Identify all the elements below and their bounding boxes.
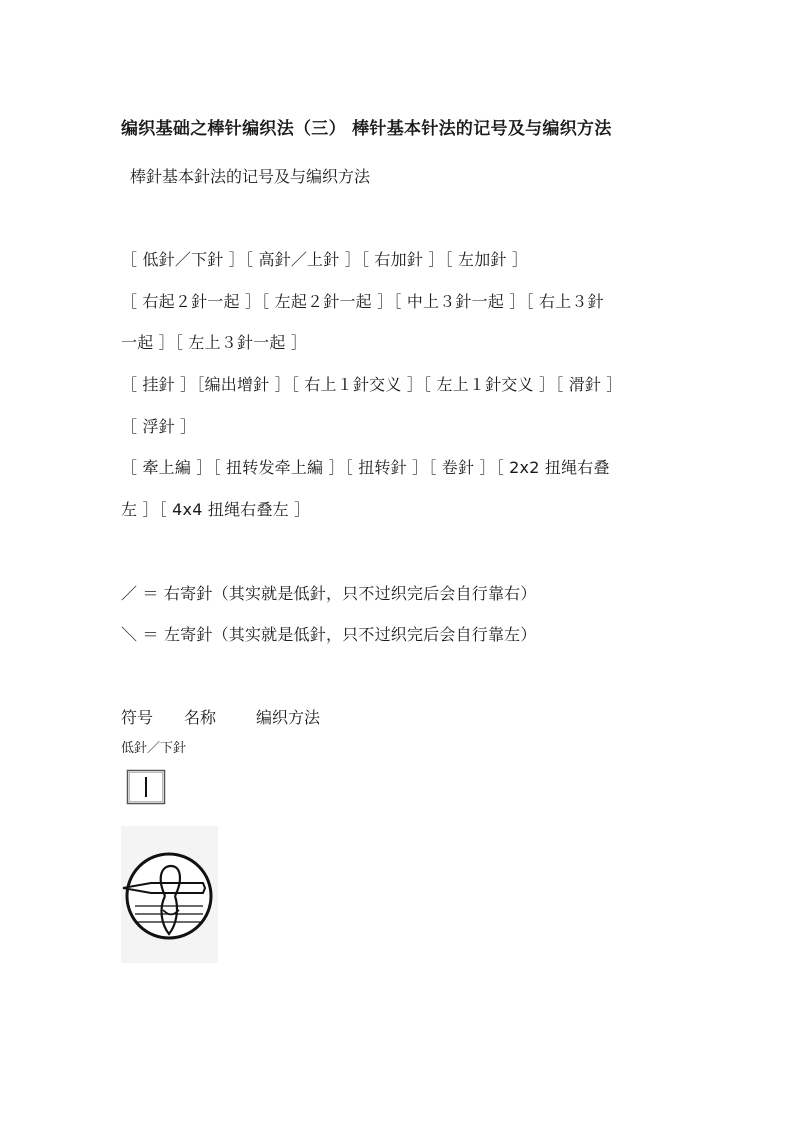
entry-caption: 低針／下針 [121, 741, 187, 756]
symbol-list-line: ［ 牽上編 ］［ 扭转发牵上編 ］［ 扭转針 ］［ 卷針 ］［ 2x2 扭绳右叠 [121, 458, 610, 477]
symbol-list-line: ［ 低針／下針 ］［ 高針／上針 ］［ 右加針 ］［ 左加針 ］ [121, 250, 529, 269]
page-subtitle: 棒針基本針法的记号及与编织方法 [130, 167, 371, 186]
symbol-list-line: ［ 浮針 ］ [121, 417, 197, 436]
table-header-method: 编织方法 [256, 708, 321, 727]
symbol-list-line: 一起 ］［ 左上３針一起 ］ [121, 333, 308, 352]
symbol-list-line: ［ 右起２針一起 ］［ 左起２針一起 ］［ 中上３針一起 ］［ 右上３針 [121, 292, 604, 311]
symbol-list-line: 左 ］［ 4x4 扭绳右叠左 ］ [121, 500, 311, 519]
note-right-lean: ／ ＝ 右寄針（其实就是低針，只不过织完后会自行靠右） [121, 584, 537, 603]
table-header-symbol: 符号 [121, 708, 154, 727]
knit-stitch-diagram-icon [121, 826, 218, 963]
note-left-lean: ＼ ＝ 左寄針（其实就是低針，只不过织完后会自行靠左） [121, 625, 537, 644]
symbol-list-line: ［ 挂針 ］［编出增針 ］［ 右上１針交义 ］［ 左上１針交义 ］［ 滑針 ］ [121, 375, 623, 394]
knit-stitch-symbol-icon [126, 769, 166, 805]
page-title: 编织基础之棒针编织法（三） 棒针基本针法的记号及与编织方法 [121, 119, 612, 139]
table-header-name: 名称 [184, 708, 217, 727]
